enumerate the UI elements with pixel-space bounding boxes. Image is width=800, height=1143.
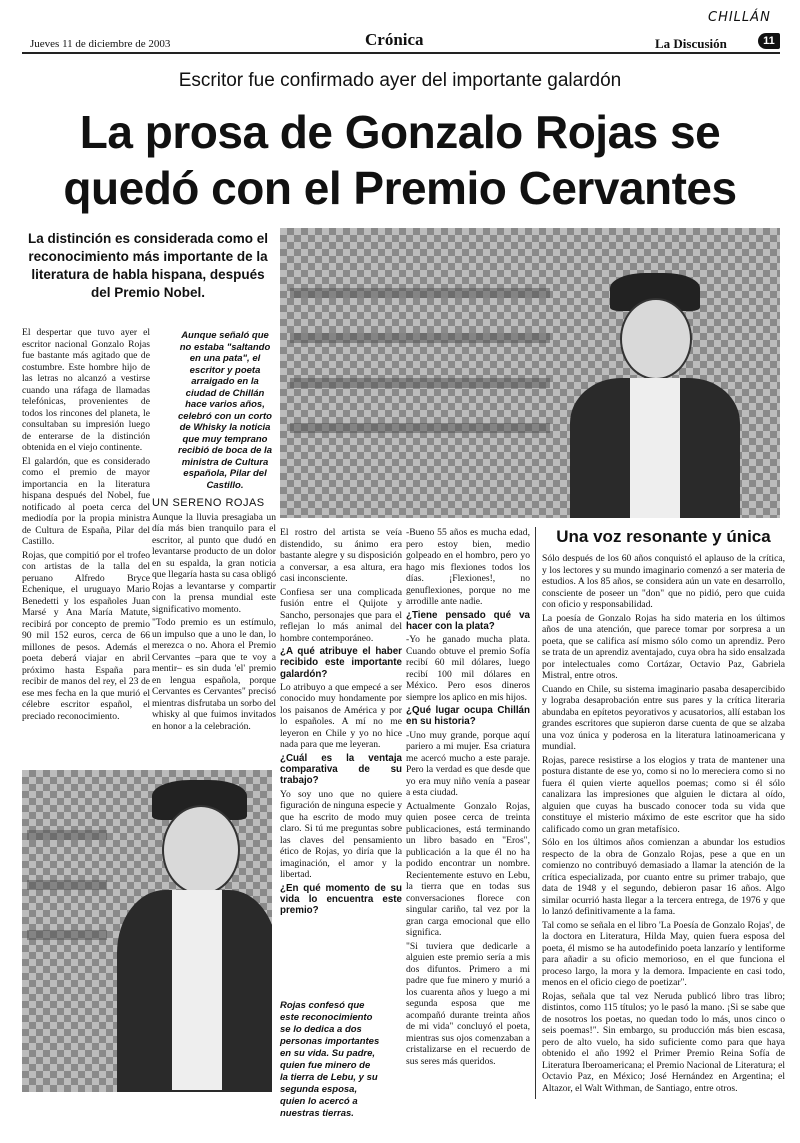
- paragraph: El galardón, que es considerado como el premio de mayor importancia en la literatura hispana después del Nobel, fue notificado al poeta cerca del mediodía por la propia ministra de Cultura de España, Pilar del Castillo.: [22, 455, 150, 547]
- paragraph: Yo soy uno que no quiere figuración de ninguna especie y que ha escrito de modo muy claro. Si tú me preguntas sobre las claves del pensamiento ético de Rojas, yo diría que la imaginación, el amor y la libertad.: [280, 788, 402, 881]
- interview-question: ¿Cuál es la ventaja comparativa de su trabajo?: [280, 752, 402, 787]
- header-rule: [22, 52, 780, 54]
- section-name: Crónica: [365, 30, 424, 49]
- photo-shirt: [172, 890, 222, 1090]
- paragraph: La poesía de Gonzalo Rojas ha sido materia en los últimos años de una atención, que parece tomar por sorpresa a un poeta, que se califica así mismo sólo como un aprendiz. Pero se trata de un aprendiz aventajado, cuya obra ha sido ensalzada por intelectuales como Cortázar, Octavio Paz, Gabriela Mistral, entre otros.: [542, 612, 785, 681]
- interview-question: ¿Tiene pensado qué va hacer con la plata?: [406, 609, 530, 632]
- article-column-1: [22, 327, 150, 767]
- photo-shirt: [630, 378, 680, 518]
- paragraph: Cuando en Chile, su sistema imaginario pasaba desapercibido y lograba desaprobación entre sus pares y la crítica literaria abundaba en epítetos peyorativos y acusatorios, allí estaban los grandes escritores que supieron darse cuenta de que se alzaba una voz única y poderosa en la literatura latinoamericana y mundial.: [542, 683, 785, 752]
- issue-date: Jueves 11 de diciembre de 2003: [30, 38, 171, 50]
- paragraph: -Yo he ganado mucha plata. Cuando obtuve el premio Sofía recibí 60 mil dólares, luego recibí 100 mil dólares en México. Pero esos dineros siempre los aplico en mis hijos.: [406, 634, 530, 703]
- sidebar-box: [535, 527, 785, 1099]
- paragraph: Tal como se señala en el libro 'La Poesía de Gonzalo Rojas', de la doctora en Literatura, Hilda May, quien fuera esposa del poeta, él mismo se ha autodefinido poeta lanzarío y lentiforme para añadir a su oficio memorioso, en el que funciona el proceso largo, la mora y la demora. Impaciente en casi todo, menos en el oficio ciego de poetizar".: [542, 919, 785, 988]
- paragraph: Rojas, que compitió por el trofeo con artistas de la talla del peruano Alfredo Bryce Echenique, el uruguayo Mario Benedetti y los españoles Juan Marsé y Ana María Matute, recibirá por concepto de premio 90 mil 152 euros, cerca de 66 millones de pesos. Además el poeta deberá viajar en abril próximo hasta España para recibir de manos del rey, el 23 de ese mes fecha en la que murió el célebre escritor español, el preciado reconocimiento.: [22, 549, 150, 722]
- photo-caption-top: Aunque señaló que no estaba "saltando en una pata", el escritor y poeta arraigado en la ciudad de Chillán hace varios años, celebró con un corto de Whisky la noticia que muy temprano recibió de boca de la ministra de Cultura española, Pilar del Castillo.: [178, 330, 272, 491]
- paragraph: El despertar que tuvo ayer el escritor nacional Gonzalo Rojas fue bastante más agitado que de costumbre. Este hombre hijo de las letras no alcanzó a vestirse cuando una ráfaga de llamadas telefónicas, provenientes de todos los rincones del planeta, le consultaban su impresión luego de enterarse de la distinción obtenida en el viejo continente.: [22, 327, 150, 453]
- article-column-3: [280, 527, 402, 997]
- sidebar-title: Una voz resonante y única: [556, 527, 771, 546]
- section-subhead: UN SERENO ROJAS: [152, 497, 265, 509]
- kicker: Escritor fue confirmado ayer del importante galardón: [178, 70, 622, 91]
- interview-question: ¿A qué atribuye el haber recibido este importante galardón?: [280, 646, 402, 680]
- headline: La prosa de Gonzalo Rojas se quedó con el Premio Cervantes: [63, 106, 737, 214]
- sidebar-body: [542, 553, 785, 1094]
- paragraph: Actualmente Gonzalo Rojas, quien posee cerca de treinta publicaciones, está terminando un libro basado en "Eros", publicación a la que él no ha podido encontrar un nombre. Recientemente estuvo en Lebu, la tierra que en todas sus conversaciones florece con singular cariño, tal vez por la gran carga emocional que ello significa.: [406, 800, 530, 939]
- photo-shelf: [290, 288, 550, 298]
- photo-poet-bookshelf: [280, 228, 780, 518]
- photo-shelf: [27, 880, 107, 890]
- photo-face: [162, 805, 240, 895]
- paragraph: Rojas, parece resistirse a los elogios y trata de mantener una postura distante de ese yo, como si no lo mereciera como si no fuera él quien vierte aquellos poemas; como si él sólo canalizara las impresiones que alguien le dictara al oído, alguien que cuyas ha buscado conocer toda su vida que constituye el misterio máximo de este escritor que ha sido calificado como un gran metafísico.: [542, 754, 785, 835]
- paragraph: "Todo premio es un estímulo, un impulso que a uno le dan, lo merezca o no. Ahora el Premio Cervantes –para que te voy a mentir– es sin duda 'el' premio en lengua española, porque Cervantes es Cervantes" precisó mientras disfrutaba un sorbo del whisky al que fuimos invitados en honor a la celebración.: [152, 617, 276, 732]
- handwritten-note: CHILLÁN: [708, 10, 771, 25]
- newspaper-name: La Discusión: [655, 36, 727, 51]
- photo-shelf: [290, 378, 550, 388]
- paragraph: "Si tuviera que dedicarle a alguien este premio sería a mis dos difuntos. Primero a mi padre que fue minero y murió a los cuarenta años y luego a mi segunda esposa que me acompañó durante treinta años de mi vida" concluyó el poeta, mientras sus ojos comenzaban a cristalizarse en el recuerdo de sus seres más queridos.: [406, 940, 530, 1067]
- photo-caption-bottom: Rojas confesó que este reconocimiento se lo dedica a dos personas importantes en su vida. Su padre, quien fue minero de la tierra de Lebu, y su segunda esposa, quien lo acercó a nuestras tierras.: [280, 1000, 380, 1119]
- photo-face: [620, 298, 692, 380]
- photo-shelf: [290, 333, 550, 343]
- paragraph: Lo atribuyo a que empecé a ser conocido muy hondamente por los paisanos de América y por lo españoles. A mí no me leyeron en Chile y yo no hice nada para que me leyeran.: [280, 681, 402, 751]
- paragraph: -Bueno 55 años es mucha edad, pero estoy bien, medio golpeado en el hombro, pero yo hago mis flexiones todos los días. ¡Flexiones!, no genuflexiones, porque no me arrodille ante nadie.: [406, 527, 530, 607]
- article-column-2: [152, 495, 276, 765]
- interview-question: ¿En qué momento de su vida lo encuentra este premio?: [280, 882, 402, 917]
- paragraph: Confiesa ser una complicada fusión entre el Quijote y Sancho, personajes que para el reflejan lo más animal del hombre contemporáneo.: [280, 586, 402, 644]
- paragraph: -Uno muy grande, porque aquí pariero a mi mujer. Esa criatura me acercó mucho a este paraje. Pero la verdad es que desde que yo era muy niño venía a pasear a esta ciudad.: [406, 729, 530, 799]
- article-column-4: [406, 527, 530, 1102]
- page-number: 11: [758, 33, 780, 49]
- paragraph: Rojas, señala que tal vez Neruda publicó libro tras libro; distintos, como 115 títulos; yo le pasó la mano. ¡Si se sabe que de nosotros los poetas, no quedan todo lo más, unos cinco o seis poemas!". Sin embargo, su producción más bien escasa, pero de alto vuelo, ha sido suficiente como para que haya obtenido el año 1992 el Primer Premio Reina Sofía de Literatura Iberoamericana; el Premio Nacional de Literatura; el Octavio Paz, en México; José Hernández en Argentina; el Altazor, el Walt Withman, de Santiago, entre otros.: [542, 990, 785, 1094]
- photo-poet-portrait: [22, 770, 272, 1092]
- paragraph: Aunque la lluvia presagiaba un día más bien tranquilo para el escritor, al punto que dudó en levantarse producto de un dolor en su espalda, la gran noticia que llegaría hasta su casa obligó Rojas a levantarse y compartir con la prensa mundial este significativo momento.: [152, 511, 276, 615]
- paragraph: Sólo en los últimos años comienzan a abundar los estudios respecto de la obra de Gonzalo Rojas, pese a que en un comienzo no contribuyó demasiado a llamar la atención de la crítica especializada, por cuanto entre su primer trabajo, que data de 1948 y el segundo, debieron pasar 16 años. Algo similar ocurrió hasta llegar a la tercera entrega, de 1976 y que lo lanzó definitivamente a la fama.: [542, 837, 785, 917]
- paragraph: El rostro del artista se veía distendido, su ánimo era bastante alegre y su disposición a conversar, a esa altura, era casi inconsciente.: [280, 527, 402, 584]
- photo-shelf: [27, 830, 107, 840]
- deck: La distinción es considerada como el reconocimiento más importante de la literatura de habla hispana, después del Premio Nobel.: [27, 231, 269, 300]
- interview-question: ¿Qué lugar ocupa Chillán en su historia?: [406, 705, 530, 728]
- photo-shelf: [290, 423, 550, 433]
- photo-shelf: [27, 930, 107, 940]
- paragraph: Sólo después de los 60 años conquistó el aplauso de la crítica, y los lectores y su mundo imaginario comenzó a ser materia de estudios. A los 85 años, se considera aún un vate en desarrollo, consciente de poseer un "don" que no pidió, pero que cuida con oficio y responsabilidad.: [542, 553, 785, 610]
